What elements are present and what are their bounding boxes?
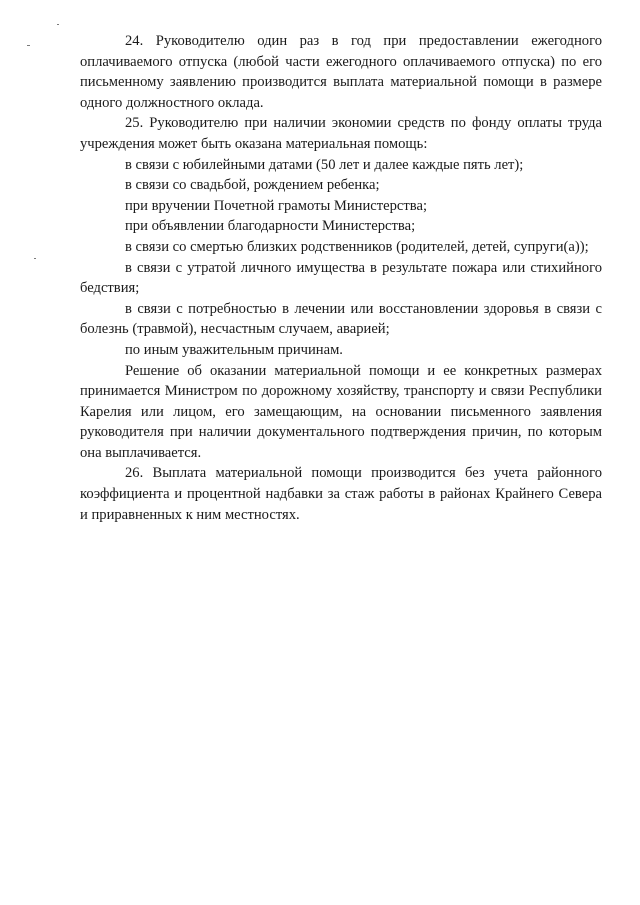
list-item: при объявлении благодарности Министерства; <box>125 218 416 235</box>
paragraph-25-intro: 25. Руководителю при наличии экономии средств по фонду оплаты труда учреждения может быть оказана материальная помощь: <box>80 115 602 152</box>
scan-speck <box>27 45 30 46</box>
list-item: в связи с юбилейными датами (50 лет и далее каждые пять лет); <box>125 156 524 173</box>
paragraph-24: 24. Руководителю один раз в год при предоставлении ежегодного оплачиваемого отпуска (любой части ежегодного оплачиваемого отпуска) по его письменному заявлению производится выплата материальной помощи в размере одного должностного оклада. <box>80 33 602 111</box>
paragraph-25-decision: Решение об оказании материальной помощи и ее конкретных размерах принимается Министром по дорожному хозяйству, транспорту и связи Республики Карелия или лицом, его замещающим, на основании письменного заявления руководителя при наличии документального подтверждения причин, по которым она выплачивается. <box>80 362 602 461</box>
scan-speck <box>34 258 36 259</box>
list-item: в связи с утратой личного имущества в результате пожара или стихийного бедствия; <box>80 259 602 297</box>
list-item: в связи со смертью близких родственников (родителей, детей, супруги(а)); <box>125 238 589 255</box>
scan-speck <box>57 24 59 25</box>
list-item: по иным уважительным причинам. <box>125 341 343 358</box>
document-page <box>80 31 602 525</box>
paragraph-26: 26. Выплата материальной помощи производится без учета районного коэффициента и процентной надбавки за стаж работы в районах Крайнего Севера и приравненных к ним местностях. <box>80 465 602 523</box>
list-item: в связи с потребностью в лечении или восстановлении здоровья в связи с болезнь (травмой), несчастным случаем, аварией; <box>80 300 602 338</box>
list-item: в связи со свадьбой, рождением ребенка; <box>125 177 380 194</box>
list-item: при вручении Почетной грамоты Министерства; <box>125 197 428 214</box>
